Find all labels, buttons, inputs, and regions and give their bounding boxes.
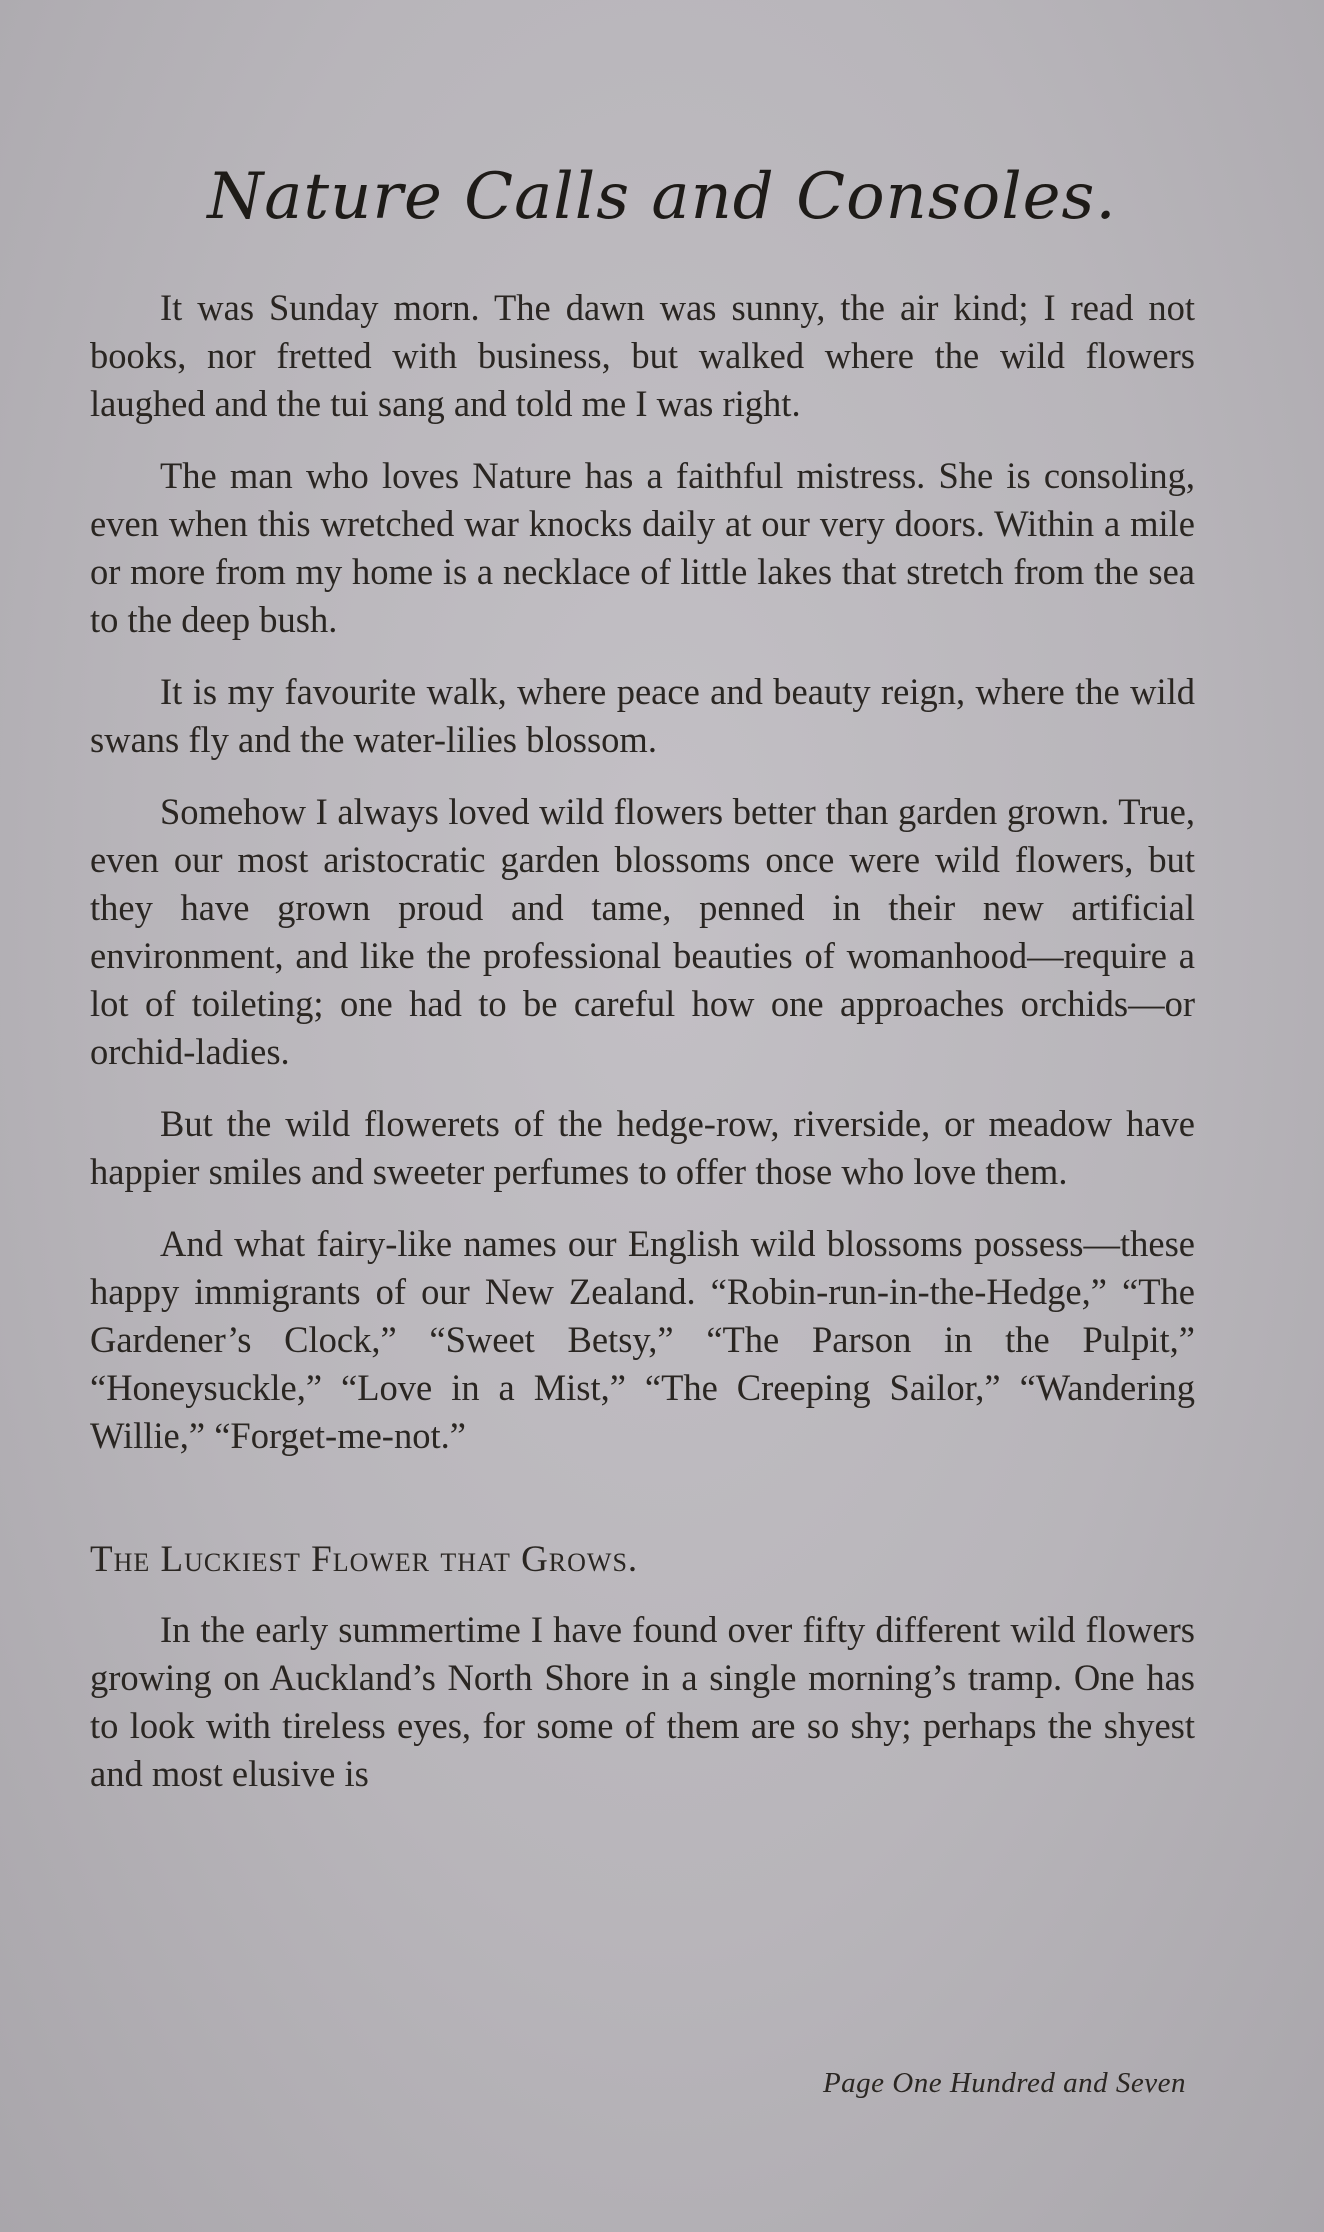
article-body [90,284,1195,1822]
paragraph: And what fairy-like names our English wild blossoms possess—these happy immigrants of our New Zealand. “Robin-run-in-the-Hedge,” “The Gardener’s Clock,” “Sweet Betsy,” “The Parson in the Pulpit,” “Honeysuckle,” “Love in a Mist,” “The Creeping Sailor,” “Wandering Willie,” “Forget-me-not.” [90,1223,1195,1456]
paragraph: In the early summertime I have found over fifty different wild flowers growing on Auckland’s North Shore in a single morning’s tramp. One has to look with tireless eyes, for some of them are so shy; perhaps the shyest and most elusive is [90,1609,1195,1794]
page-title: Nature Calls and Consoles. [207,160,1117,234]
paragraph: It was Sunday morn. The dawn was sunny, the air kind; I read not books, nor fretted with business, but walked where the wild flowers laughed and the tui sang and told me I was right. [90,287,1195,424]
paragraph: It is my favourite walk, where peace and beauty reign, where the wild swans fly and the water-lilies blossom. [90,671,1195,760]
paragraph: But the wild flowerets of the hedge-row, riverside, or meadow have happier smiles and sweeter perfumes to offer those who love them. [90,1103,1195,1192]
paragraph: Somehow I always loved wild flowers better than garden grown. True, even our most aristocratic garden blossoms once were wild flowers, but they have grown proud and tame, penned in their new artificial environment, and like the professional beauties of womanhood—require a lot of toileting; one had to be careful how one approaches orchids—or orchid-ladies. [90,791,1195,1072]
section-heading: The Luckiest Flower that Grows. [90,1539,639,1580]
paragraph: The man who loves Nature has a faithful mistress. She is consoling, even when this wretched war knocks daily at our very doors. Within a mile or more from my home is a necklace of little lakes that stretch from the sea to the deep bush. [90,455,1195,640]
page-number-footer: Page One Hundred and Seven [822,2067,1186,2099]
